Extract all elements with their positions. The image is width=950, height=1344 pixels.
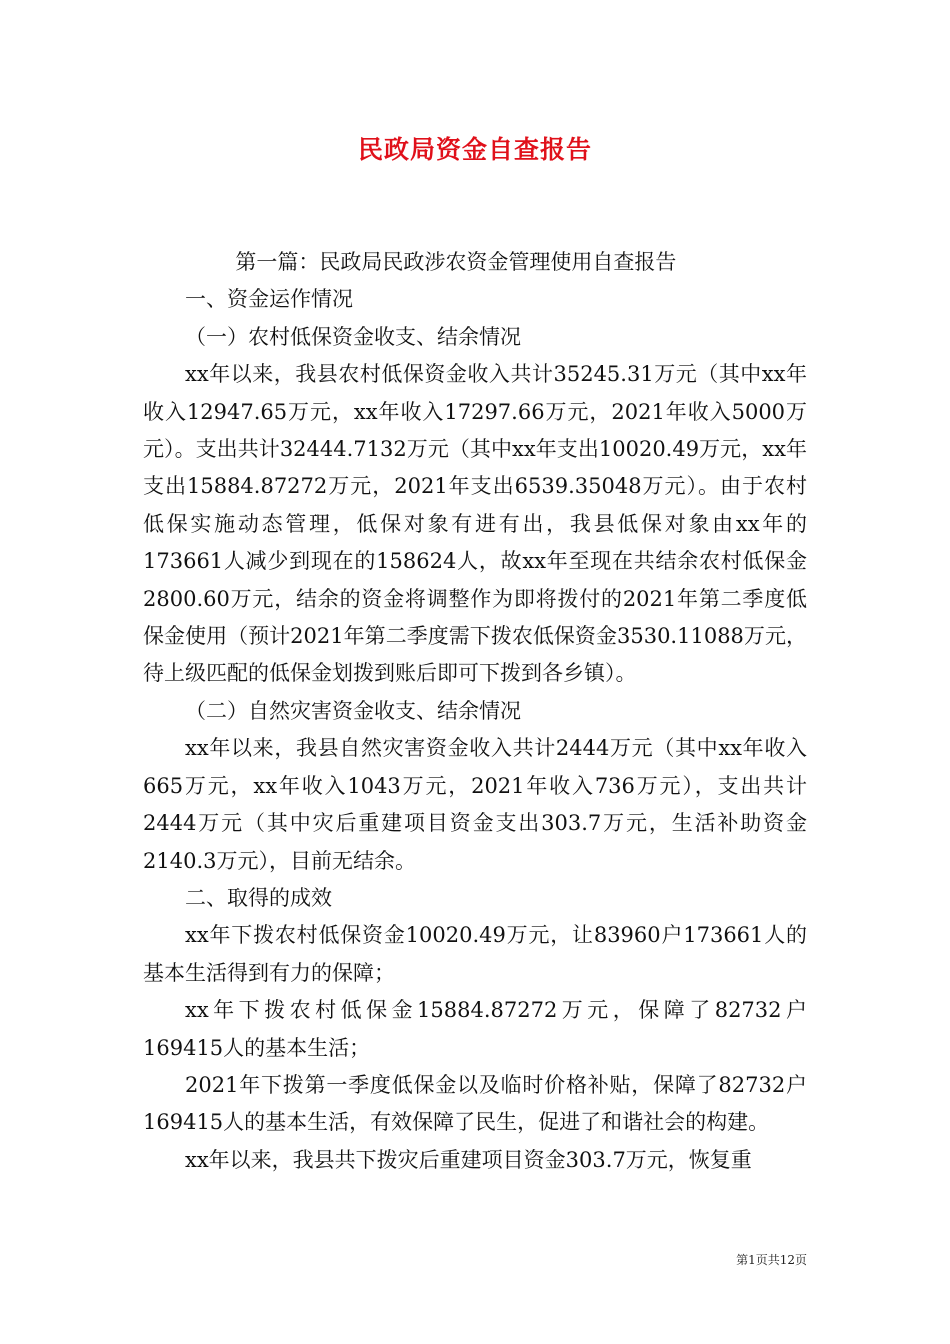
body-paragraph: xx年下拨农村低保资金10020.49万元，让83960户173661人的基本生活得到有力的保障； (143, 923, 807, 985)
document-body (143, 244, 807, 1179)
document-title: 民政局资金自查报告 (357, 135, 592, 164)
page-number: 第1页共12页 (736, 1253, 807, 1267)
body-paragraph: xx年以来，我县自然灾害资金收入共计2444万元（其中xx年收入665万元，xx年收入1043万元，2021年收入736万元），支出共计2444万元（其中灾后重建项目资金支出303.7万元，生活补助资金2140.3万元），目前无结余。 (143, 736, 807, 873)
section-heading: 第一篇：民政局民政涉农资金管理使用自查报告 (235, 250, 677, 274)
section-heading: 二、取得的成效 (185, 885, 332, 910)
subsection-heading: （二）自然灾害资金收支、结余情况 (185, 698, 521, 723)
body-paragraph: 2021年下拨第一季度低保金以及临时价格补贴，保障了82732户169415人的基本生活，有效保障了民生，促进了和谐社会的构建。 (143, 1072, 807, 1135)
body-paragraph: xx年以来，我县农村低保资金收入共计35245.31万元（其中xx年收入12947.65万元，xx年收入17297.66万元，2021年收入5000万元）。支出共计32444.7132万元（其中xx年支出10020.49万元，xx年支出15884.87272万元，2021年支出6539.35048万元）。由于农村低保实施动态管理，低保对象有进有出，我县低保对象由xx年的173661人减少到现在的158624人，故xx年至现在共结余农村低保金2800.60万元，结余的资金将调整作为即将拨付的2021年第二季度低保金使用（预计2021年第二季度需下拨农低保资金3530.11088万元，待上级匹配的低保金划拨到账后即可下拨到各乡镇）。 (143, 362, 807, 686)
section-heading: 一、资金运作情况 (185, 287, 353, 312)
subsection-heading: （一）农村低保资金收支、结余情况 (185, 324, 521, 349)
body-paragraph: xx年下拨农村低保金15884.87272万元，保障了82732户169415人的基本生活； (143, 998, 807, 1060)
body-paragraph: xx年以来，我县共下拨灾后重建项目资金303.7万元，恢复重 (185, 1147, 752, 1172)
